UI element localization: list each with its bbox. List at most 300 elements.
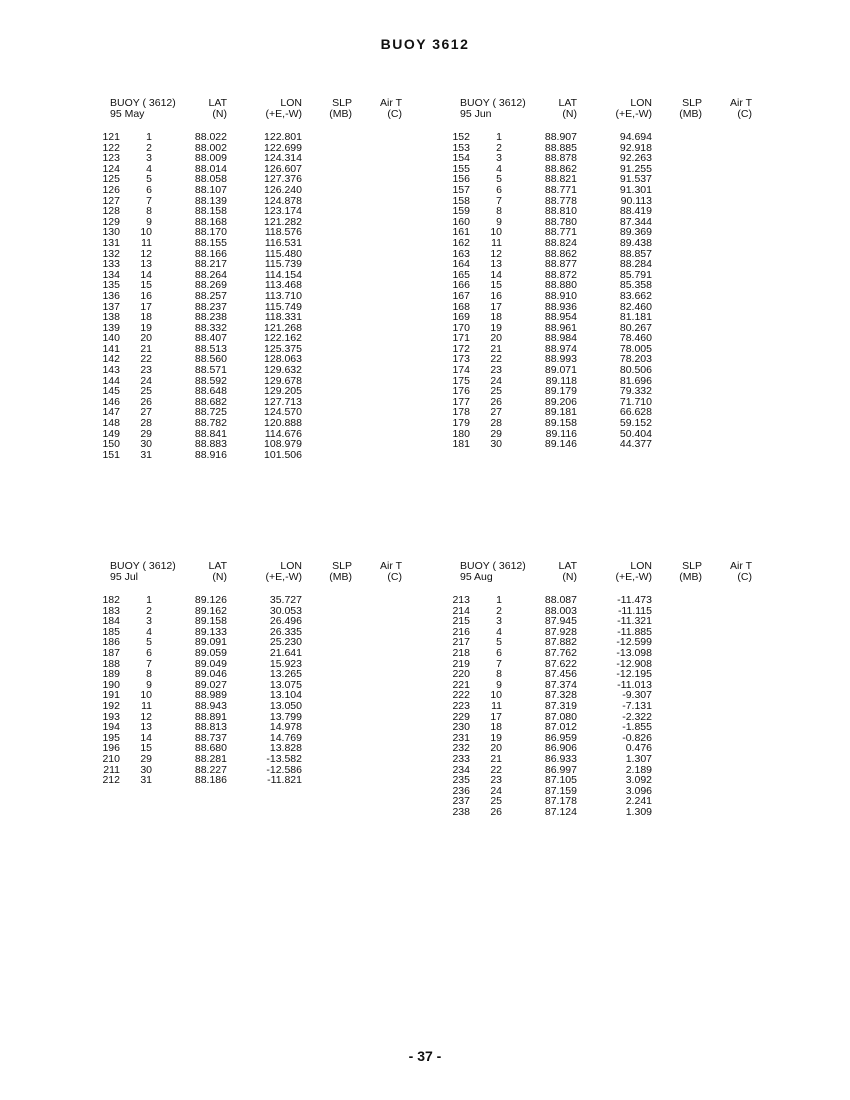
latitude: 88.107 — [194, 183, 227, 196]
day-of-month: 19 — [490, 731, 502, 744]
latitude: 89.133 — [194, 625, 227, 638]
table-row — [450, 238, 770, 249]
latitude: 88.824 — [544, 236, 577, 249]
latitude: 89.158 — [544, 417, 577, 430]
latitude: 88.907 — [544, 131, 577, 143]
longitude: 121.282 — [264, 215, 302, 228]
day-of-month: 20 — [490, 742, 502, 755]
day-of-month: 22 — [140, 353, 152, 366]
longitude: -11.321 — [617, 615, 652, 628]
longitude: 13.265 — [269, 668, 302, 681]
longitude: 85.791 — [619, 268, 652, 281]
day-of-year: 158 — [452, 194, 470, 207]
day-of-year: 189 — [102, 668, 120, 681]
longitude: 124.878 — [264, 194, 302, 207]
day-of-year: 181 — [452, 438, 470, 451]
header-lon-unit: (+E,-W) — [615, 571, 652, 583]
day-of-year: 230 — [452, 721, 470, 734]
day-of-month: 9 — [146, 215, 152, 228]
header-buoy: BUOY ( 3612) — [460, 97, 526, 109]
day-of-month: 4 — [496, 625, 502, 638]
longitude: 81.181 — [619, 311, 652, 324]
day-of-year: 211 — [103, 763, 120, 776]
longitude: 0.476 — [625, 742, 652, 755]
latitude: 88.003 — [544, 604, 577, 617]
latitude: 88.087 — [544, 594, 577, 606]
latitude: 87.178 — [544, 795, 577, 808]
day-of-year: 182 — [102, 594, 120, 606]
header-lat: LAT — [558, 97, 577, 109]
longitude: 26.335 — [269, 625, 302, 638]
latitude: 89.126 — [194, 594, 227, 606]
day-of-year: 194 — [102, 721, 120, 734]
day-of-year: 231 — [452, 731, 470, 744]
day-of-year: 156 — [452, 173, 470, 186]
longitude: 124.314 — [264, 152, 302, 165]
day-of-month: 4 — [496, 162, 502, 175]
latitude: 88.168 — [194, 215, 227, 228]
longitude: 80.267 — [619, 321, 652, 334]
longitude: 59.152 — [619, 417, 652, 430]
day-of-year: 148 — [102, 417, 120, 430]
longitude: 91.301 — [619, 183, 652, 196]
longitude: -13.098 — [616, 646, 652, 659]
latitude: 88.880 — [544, 279, 577, 292]
longitude: -12.195 — [616, 668, 652, 681]
day-of-month: 31 — [140, 448, 152, 461]
latitude: 87.928 — [544, 625, 577, 638]
day-of-month: 26 — [140, 395, 152, 408]
day-of-month: 29 — [490, 427, 502, 440]
column-headers — [100, 98, 420, 122]
latitude: 88.841 — [194, 427, 227, 440]
longitude: 101.506 — [264, 448, 302, 461]
data-rows — [450, 132, 770, 450]
longitude: 126.240 — [264, 183, 302, 196]
page-number: - 37 - — [408, 1048, 442, 1064]
day-of-month: 3 — [496, 152, 502, 165]
latitude: 88.269 — [194, 279, 227, 292]
longitude: 127.376 — [264, 173, 302, 186]
day-of-month: 21 — [490, 342, 502, 355]
latitude: 87.012 — [544, 721, 577, 734]
latitude: 88.560 — [194, 353, 227, 366]
latitude: 88.878 — [544, 152, 577, 165]
day-of-month: 14 — [140, 268, 152, 281]
day-of-month: 9 — [146, 678, 152, 691]
day-of-year: 171 — [452, 332, 470, 345]
day-of-month: 25 — [140, 385, 152, 398]
header-lat: LAT — [558, 560, 577, 572]
header-slp: SLP — [332, 97, 352, 109]
latitude: 89.158 — [194, 615, 227, 628]
day-of-month: 16 — [140, 289, 152, 302]
latitude: 89.181 — [544, 406, 577, 419]
header-period: 95 Jun — [460, 108, 492, 120]
day-of-month: 15 — [140, 279, 152, 292]
longitude: -12.599 — [616, 636, 652, 649]
longitude: 129.632 — [264, 364, 302, 377]
latitude: 89.118 — [545, 374, 577, 387]
longitude: 88.284 — [619, 258, 652, 271]
day-of-year: 162 — [452, 236, 470, 249]
day-of-year: 154 — [452, 152, 470, 165]
day-of-year: 193 — [102, 710, 120, 723]
longitude: 92.918 — [619, 141, 652, 154]
latitude: 88.592 — [194, 374, 227, 387]
latitude: 89.206 — [544, 395, 577, 408]
day-of-year: 184 — [102, 615, 120, 628]
day-of-year: 141 — [102, 342, 120, 355]
day-of-month: 1 — [496, 131, 502, 143]
day-of-year: 196 — [102, 742, 120, 755]
longitude: 13.050 — [269, 699, 302, 712]
longitude: 3.096 — [625, 784, 652, 797]
longitude: 35.727 — [269, 594, 302, 606]
latitude: 88.002 — [194, 141, 227, 154]
longitude: 108.979 — [264, 438, 302, 451]
longitude: 25.230 — [269, 636, 302, 649]
day-of-year: 166 — [452, 279, 470, 292]
day-of-year: 138 — [102, 311, 120, 324]
table-row — [450, 291, 770, 302]
header-lon-unit: (+E,-W) — [265, 571, 302, 583]
day-of-year: 229 — [452, 710, 470, 723]
header-lon: LON — [630, 97, 652, 109]
table-row — [100, 450, 420, 461]
latitude: 88.682 — [194, 395, 227, 408]
day-of-year: 136 — [102, 289, 120, 302]
longitude: 13.799 — [269, 710, 302, 723]
latitude: 89.046 — [194, 668, 227, 681]
latitude: 88.058 — [194, 173, 227, 186]
day-of-month: 8 — [146, 668, 152, 681]
day-of-year: 151 — [102, 448, 120, 461]
header-lat-unit: (N) — [212, 108, 227, 120]
day-of-month: 13 — [140, 258, 152, 271]
latitude: 89.049 — [194, 657, 227, 670]
latitude: 88.139 — [194, 194, 227, 207]
day-of-month: 3 — [146, 152, 152, 165]
longitude: -11.885 — [617, 625, 652, 638]
longitude: 115.480 — [264, 247, 302, 260]
day-of-month: 6 — [496, 183, 502, 196]
day-of-month: 10 — [490, 689, 502, 702]
day-of-month: 4 — [146, 625, 152, 638]
longitude: 115.749 — [264, 300, 302, 313]
latitude: 88.155 — [194, 236, 227, 249]
longitude: 88.419 — [619, 205, 652, 218]
latitude: 88.170 — [194, 226, 227, 239]
day-of-month: 17 — [490, 710, 502, 723]
day-of-year: 159 — [452, 205, 470, 218]
latitude: 88.780 — [544, 215, 577, 228]
latitude: 88.680 — [194, 742, 227, 755]
longitude: 127.713 — [264, 395, 302, 408]
day-of-month: 26 — [490, 805, 502, 818]
latitude: 87.622 — [544, 657, 577, 670]
data-rows — [100, 595, 420, 786]
day-of-year: 178 — [452, 406, 470, 419]
day-of-year: 153 — [452, 141, 470, 154]
latitude: 86.959 — [544, 731, 577, 744]
latitude: 88.737 — [194, 731, 227, 744]
data-block-jun — [450, 98, 770, 488]
longitude: 78.203 — [619, 353, 652, 366]
day-of-year: 186 — [102, 636, 120, 649]
longitude: 89.438 — [619, 236, 652, 249]
day-of-month: 8 — [496, 668, 502, 681]
header-slp-unit: (MB) — [679, 571, 702, 583]
longitude: 1.309 — [625, 805, 652, 818]
day-of-month: 20 — [140, 332, 152, 345]
longitude: 90.113 — [620, 194, 652, 207]
day-of-year: 165 — [452, 268, 470, 281]
day-of-month: 7 — [496, 194, 502, 207]
day-of-year: 214 — [452, 604, 470, 617]
longitude: 82.460 — [619, 300, 652, 313]
latitude: 88.281 — [194, 752, 227, 765]
day-of-year: 157 — [452, 183, 470, 196]
header-slp: SLP — [682, 560, 702, 572]
day-of-month: 18 — [490, 311, 502, 324]
latitude: 88.771 — [544, 226, 577, 239]
longitude: -1.855 — [622, 721, 652, 734]
day-of-year: 177 — [452, 395, 470, 408]
longitude: 115.739 — [264, 258, 302, 271]
day-of-month: 5 — [496, 173, 502, 186]
longitude: 125.375 — [264, 342, 302, 355]
day-of-year: 217 — [452, 636, 470, 649]
table-row — [100, 754, 420, 765]
header-lat: LAT — [208, 560, 227, 572]
longitude: 1.307 — [625, 752, 652, 765]
day-of-month: 2 — [496, 604, 502, 617]
longitude: -12.586 — [266, 763, 302, 776]
header-slp-unit: (MB) — [679, 108, 702, 120]
latitude: 88.022 — [194, 131, 227, 143]
header-period: 95 Jul — [110, 571, 139, 583]
day-of-month: 24 — [140, 374, 152, 387]
longitude: 13.075 — [269, 678, 302, 691]
day-of-year: 125 — [102, 173, 120, 186]
latitude: 88.009 — [194, 152, 227, 165]
header-buoy: BUOY ( 3612) — [460, 560, 526, 572]
day-of-month: 19 — [140, 321, 152, 334]
latitude: 87.159 — [544, 784, 577, 797]
table-row — [100, 648, 420, 659]
day-of-year: 122 — [102, 141, 120, 154]
day-of-month: 24 — [490, 374, 502, 387]
table-row — [450, 701, 770, 712]
latitude: 88.810 — [544, 205, 577, 218]
table-row — [450, 754, 770, 765]
latitude: 88.891 — [194, 710, 227, 723]
data-rows — [100, 132, 420, 460]
day-of-month: 11 — [141, 236, 152, 249]
day-of-year: 212 — [102, 774, 120, 787]
longitude: 71.710 — [619, 395, 652, 408]
longitude: 118.331 — [264, 311, 302, 324]
day-of-year: 172 — [452, 342, 470, 355]
day-of-year: 180 — [452, 427, 470, 440]
data-block-jul — [100, 561, 420, 821]
day-of-month: 17 — [140, 300, 152, 313]
table-row — [100, 595, 420, 606]
header-lat-unit: (N) — [562, 571, 577, 583]
latitude: 87.456 — [544, 668, 577, 681]
longitude: 92.263 — [619, 152, 652, 165]
day-of-year: 161 — [452, 226, 470, 239]
day-of-year: 170 — [452, 321, 470, 334]
table-row — [450, 132, 770, 143]
latitude: 88.782 — [194, 417, 227, 430]
day-of-month: 19 — [490, 321, 502, 334]
longitude: 80.506 — [619, 364, 652, 377]
day-of-month: 2 — [146, 604, 152, 617]
day-of-year: 164 — [452, 258, 470, 271]
longitude: -13.582 — [266, 752, 302, 765]
header-lat: LAT — [208, 97, 227, 109]
latitude: 88.227 — [194, 763, 227, 776]
longitude: 21.641 — [269, 646, 302, 659]
latitude: 88.217 — [194, 258, 227, 271]
day-of-year: 215 — [452, 615, 470, 628]
data-rows — [450, 595, 770, 817]
longitude: 113.710 — [264, 289, 302, 302]
header-lon-unit: (+E,-W) — [615, 108, 652, 120]
longitude: 66.628 — [619, 406, 652, 419]
table-row — [100, 291, 420, 302]
day-of-month: 16 — [490, 289, 502, 302]
day-of-month: 11 — [491, 699, 502, 712]
longitude: 87.344 — [619, 215, 652, 228]
day-of-year: 126 — [102, 183, 120, 196]
latitude: 88.238 — [194, 311, 227, 324]
day-of-month: 23 — [490, 774, 502, 787]
day-of-month: 30 — [140, 438, 152, 451]
latitude: 87.882 — [544, 636, 577, 649]
longitude: 26.496 — [269, 615, 302, 628]
latitude: 86.933 — [544, 752, 577, 765]
day-of-month: 20 — [490, 332, 502, 345]
header-air-temp: Air T — [730, 97, 752, 109]
longitude: 79.332 — [619, 385, 652, 398]
table-row — [450, 807, 770, 818]
day-of-year: 146 — [102, 395, 120, 408]
day-of-month: 25 — [490, 795, 502, 808]
day-of-year: 167 — [452, 289, 470, 302]
day-of-month: 2 — [496, 141, 502, 154]
day-of-year: 185 — [102, 625, 120, 638]
day-of-year: 192 — [102, 699, 120, 712]
longitude: 3.092 — [625, 774, 652, 787]
day-of-year: 213 — [452, 594, 470, 606]
day-of-month: 9 — [496, 678, 502, 691]
day-of-year: 173 — [452, 353, 470, 366]
longitude: -11.821 — [267, 774, 302, 787]
latitude: 86.906 — [544, 742, 577, 755]
longitude: 2.241 — [625, 795, 652, 808]
latitude: 89.146 — [544, 438, 577, 451]
longitude: -2.322 — [622, 710, 652, 723]
table-row — [100, 132, 420, 143]
latitude: 88.513 — [194, 342, 227, 355]
longitude: 124.570 — [264, 406, 302, 419]
day-of-year: 149 — [102, 427, 120, 440]
day-of-year: 131 — [102, 236, 120, 249]
day-of-year: 191 — [102, 689, 120, 702]
latitude: 89.179 — [544, 385, 577, 398]
latitude: 88.936 — [544, 300, 577, 313]
longitude: 116.531 — [264, 236, 302, 249]
header-air-temp-unit: (C) — [387, 571, 402, 583]
header-buoy: BUOY ( 3612) — [110, 560, 176, 572]
day-of-year: 143 — [102, 364, 120, 377]
day-of-year: 216 — [452, 625, 470, 638]
latitude: 88.916 — [194, 448, 227, 461]
header-slp-unit: (MB) — [329, 571, 352, 583]
longitude: 50.404 — [619, 427, 652, 440]
day-of-month: 29 — [140, 427, 152, 440]
day-of-year: 168 — [452, 300, 470, 313]
day-of-month: 21 — [490, 752, 502, 765]
day-of-year: 163 — [452, 247, 470, 260]
table-row — [450, 185, 770, 196]
day-of-year: 147 — [102, 406, 120, 419]
longitude: 126.607 — [264, 162, 302, 175]
day-of-month: 6 — [146, 646, 152, 659]
longitude: -11.115 — [617, 604, 652, 617]
day-of-year: 140 — [102, 332, 120, 345]
latitude: 88.885 — [544, 141, 577, 154]
longitude: 118.576 — [264, 226, 302, 239]
day-of-year: 174 — [452, 364, 470, 377]
day-of-month: 3 — [146, 615, 152, 628]
latitude: 88.166 — [194, 247, 227, 260]
day-of-month: 1 — [496, 594, 502, 606]
longitude: 129.678 — [264, 374, 302, 387]
latitude: 88.771 — [544, 183, 577, 196]
latitude: 87.328 — [544, 689, 577, 702]
latitude: 89.071 — [544, 364, 577, 377]
column-headers — [450, 561, 770, 585]
latitude: 88.186 — [194, 774, 227, 787]
latitude: 88.862 — [544, 162, 577, 175]
longitude: 114.154 — [264, 268, 302, 281]
day-of-month: 21 — [140, 342, 152, 355]
table-row — [450, 648, 770, 659]
day-of-year: 121 — [102, 131, 120, 143]
header-lon: LON — [630, 560, 652, 572]
day-of-year: 187 — [102, 646, 120, 659]
day-of-month: 13 — [140, 721, 152, 734]
day-of-month: 5 — [146, 636, 152, 649]
day-of-year: 139 — [102, 321, 120, 334]
day-of-year: 238 — [452, 805, 470, 818]
day-of-month: 27 — [140, 406, 152, 419]
day-of-month: 15 — [140, 742, 152, 755]
latitude: 87.105 — [544, 774, 577, 787]
longitude: 81.696 — [619, 374, 652, 387]
day-of-month: 10 — [490, 226, 502, 239]
longitude: 128.063 — [264, 353, 302, 366]
header-slp-unit: (MB) — [329, 108, 352, 120]
day-of-month: 29 — [140, 752, 152, 765]
longitude: 122.699 — [264, 141, 302, 154]
day-of-year: 142 — [102, 353, 120, 366]
longitude: 2.189 — [625, 763, 652, 776]
